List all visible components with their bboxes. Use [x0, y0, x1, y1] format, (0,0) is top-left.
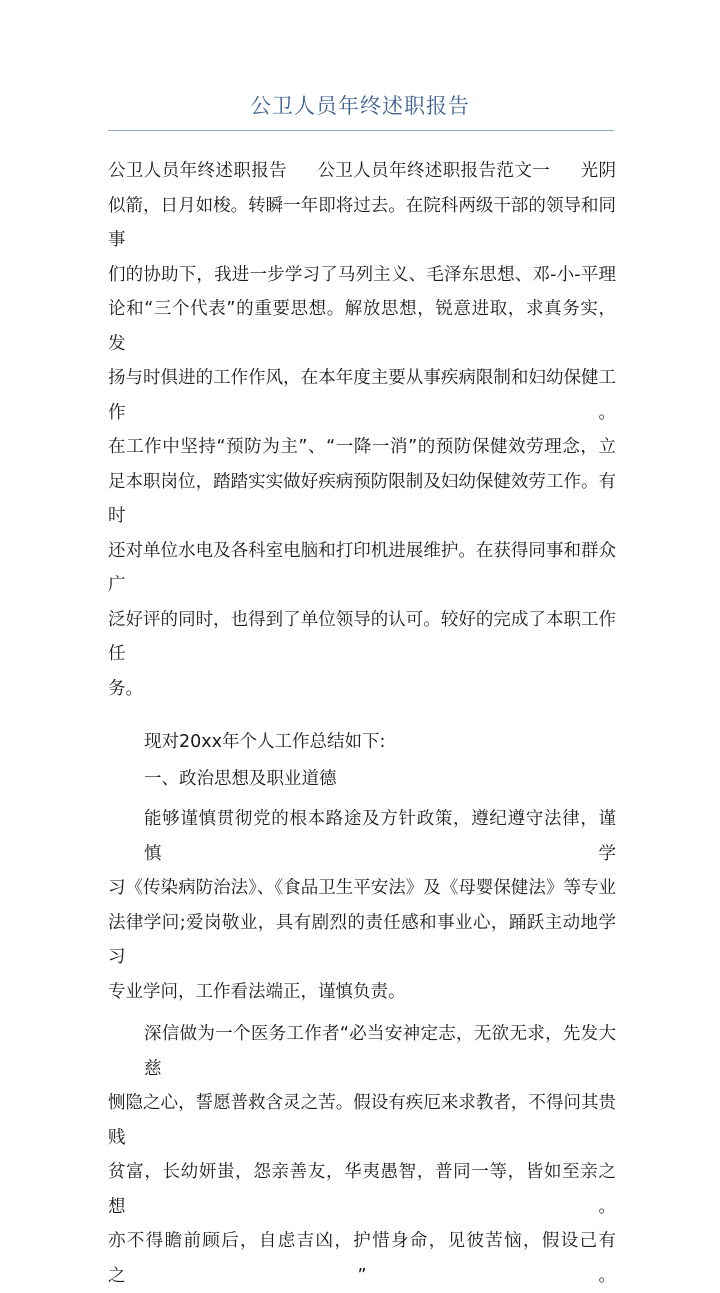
- summary-intro: 现对20xx年个人工作总结如下:: [144, 732, 386, 752]
- paragraph-oath: [108, 1017, 616, 1293]
- paragraph-line: 法律学问;爱岗敬业，具有剧烈的责任感和事业心，踊跃主动地学习: [108, 912, 616, 967]
- intro-line: 泛好评的同时，也得到了单位领导的认可。较好的完成了本职工作任: [108, 609, 616, 664]
- section-heading: 一、政治思想及职业道德: [144, 768, 337, 789]
- title-divider: [108, 130, 614, 131]
- paragraph-line: 深信做为一个医务工作者“必当安神定志，无欲无求，先发大慈: [144, 1024, 616, 1079]
- intro-line: 光阴: [580, 161, 617, 181]
- paragraph-line: 专业学问，工作看法端正，谨慎负责。: [108, 981, 406, 1002]
- intro-line: 还对单位水电及各科室电脑和打印机进展维护。在获得同事和群众广: [108, 540, 616, 595]
- intro-line: 论和“三个代表”的重要思想。解放思想，锐意进取，求真务实，发: [108, 299, 616, 354]
- intro-line: 足本职岗位，踏踏实实做好疾病预防限制及妇幼保健效劳工作。有时: [108, 471, 616, 526]
- intro-subtitle: 公卫人员年终述职报告范文一: [317, 161, 551, 181]
- paragraph-line: 习《传染病防治法》、《食品卫生平安法》及《母婴保健法》等专业: [108, 878, 616, 898]
- paragraph-line: 贫富，长幼妍蚩，怨亲善友，华夷愚智，普同一等，皆如至亲之想。: [108, 1162, 616, 1217]
- intro-line: 务。: [108, 678, 143, 699]
- intro-label: 公卫人员年终述职报告: [108, 161, 288, 181]
- paragraph-ethics: [108, 802, 616, 1009]
- intro-paragraph: [108, 154, 616, 706]
- intro-line: 扬与时俱进的工作作风，在本年度主要从事疾病限制和妇幼保健工作。: [108, 368, 616, 423]
- paragraph-line: 能够谨慎贯彻党的根本路途及方针政策，遵纪遵守法律，谨慎学: [144, 809, 616, 864]
- document-title: 公卫人员年终述职报告: [250, 94, 470, 118]
- document-body: [108, 154, 616, 1293]
- intro-line: 们的协助下，我进一步学习了马列主义、毛泽东思想、邓-小-平理: [108, 264, 616, 285]
- paragraph-line: 亦不得瞻前顾后，自虑吉凶，护惜身命，见彼苦恼，假设己有之”。: [108, 1231, 616, 1286]
- intro-line: 在工作中坚持“预防为主”、“一降一消”的预防保健效劳理念，立: [108, 437, 616, 457]
- intro-first-line: [108, 154, 616, 189]
- intro-line: 似箭，日月如梭。转瞬一年即将过去。在院科两级干部的领导和同事: [108, 195, 616, 250]
- paragraph-line: 恻隐之心，誓愿普救含灵之苦。假设有疾厄来求教者，不得问其贵贱: [108, 1093, 616, 1148]
